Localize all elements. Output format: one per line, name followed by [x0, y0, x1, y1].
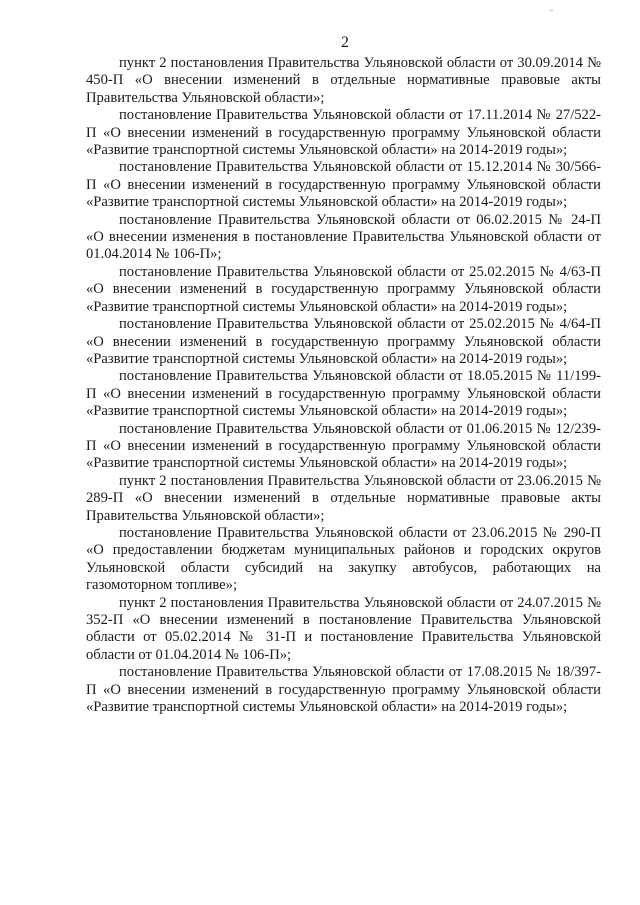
list-item: постановление Правительства Ульяновской области от 15.12.2014 № 30/566-П «О внесении изменений в государственную программу Ульяновской области «Развитие транспортной системы Ульяновской области» на 2014-2019 годы»; — [86, 159, 601, 211]
scan-mark — [550, 10, 553, 11]
list-item: постановление Правительства Ульяновской области от 18.05.2015 № 11/199-П «О внесении изменений в государственную программу Ульяновской области «Развитие транспортной системы Ульяновской области» на 2014-2019 годы»; — [86, 368, 601, 420]
document-body — [86, 55, 601, 716]
list-item: пункт 2 постановления Правительства Ульяновской области от 23.06.2015 № 289-П «О внесении изменений в отдельные нормативные правовые акты Правительства Ульяновской области»; — [86, 472, 601, 524]
list-item: постановление Правительства Ульяновской области от 25.02.2015 № 4/63-П «О внесении изменений в государственную программу Ульяновской области «Развитие транспортной системы Ульяновской области» на 2014-2019 годы»; — [86, 263, 601, 315]
list-item: постановление Правительства Ульяновской области от 23.06.2015 № 290-П «О предоставлении бюджетам муниципальных районов и городских округов Ульяновской области субсидий на закупку автобусов, работающих на газомоторном топливе»; — [86, 524, 601, 594]
list-item: постановление Правительства Ульяновской области от 17.08.2015 № 18/397-П «О внесении изменений в государственную программу Ульяновской области «Развитие транспортной системы Ульяновской области» на 2014-2019 годы»; — [86, 664, 601, 716]
list-item: постановление Правительства Ульяновской области от 25.02.2015 № 4/64-П «О внесении изменений в государственную программу Ульяновской области «Развитие транспортной системы Ульяновской области» на 2014-2019 годы»; — [86, 316, 601, 367]
list-item: постановление Правительства Ульяновской области от 01.06.2015 № 12/239-П «О внесении изменений в государственную программу Ульяновской области «Развитие транспортной системы Ульяновской области» на 2014-2019 годы»; — [86, 420, 601, 472]
list-item: пункт 2 постановления Правительства Ульяновской области от 30.09.2014 № 450-П «О внесении изменений в отдельные нормативные правовые акты Правительства Ульяновской области»; — [86, 55, 601, 106]
list-item: постановление Правительства Ульяновской области от 17.11.2014 № 27/522-П «О внесении изменений в государственную программу Ульяновской области «Развитие транспортной системы Ульяновской области» на 2014-2019 годы»; — [86, 107, 601, 159]
list-item: пункт 2 постановления Правительства Ульяновской области от 24.07.2015 № 352-П «О внесении изменений в постановление Правительства Ульяновской области от 05.02.2014 № 31-П и постановление Правительства Ульяновской области от 01.04.2014 № 106-П»; — [86, 594, 601, 663]
page-number: 2 — [341, 34, 349, 51]
list-item: постановление Правительства Ульяновской области от 06.02.2015 № 24-П «О внесении изменения в постановление Правительства Ульяновской области от 01.04.2014 № 106-П»; — [86, 211, 601, 263]
